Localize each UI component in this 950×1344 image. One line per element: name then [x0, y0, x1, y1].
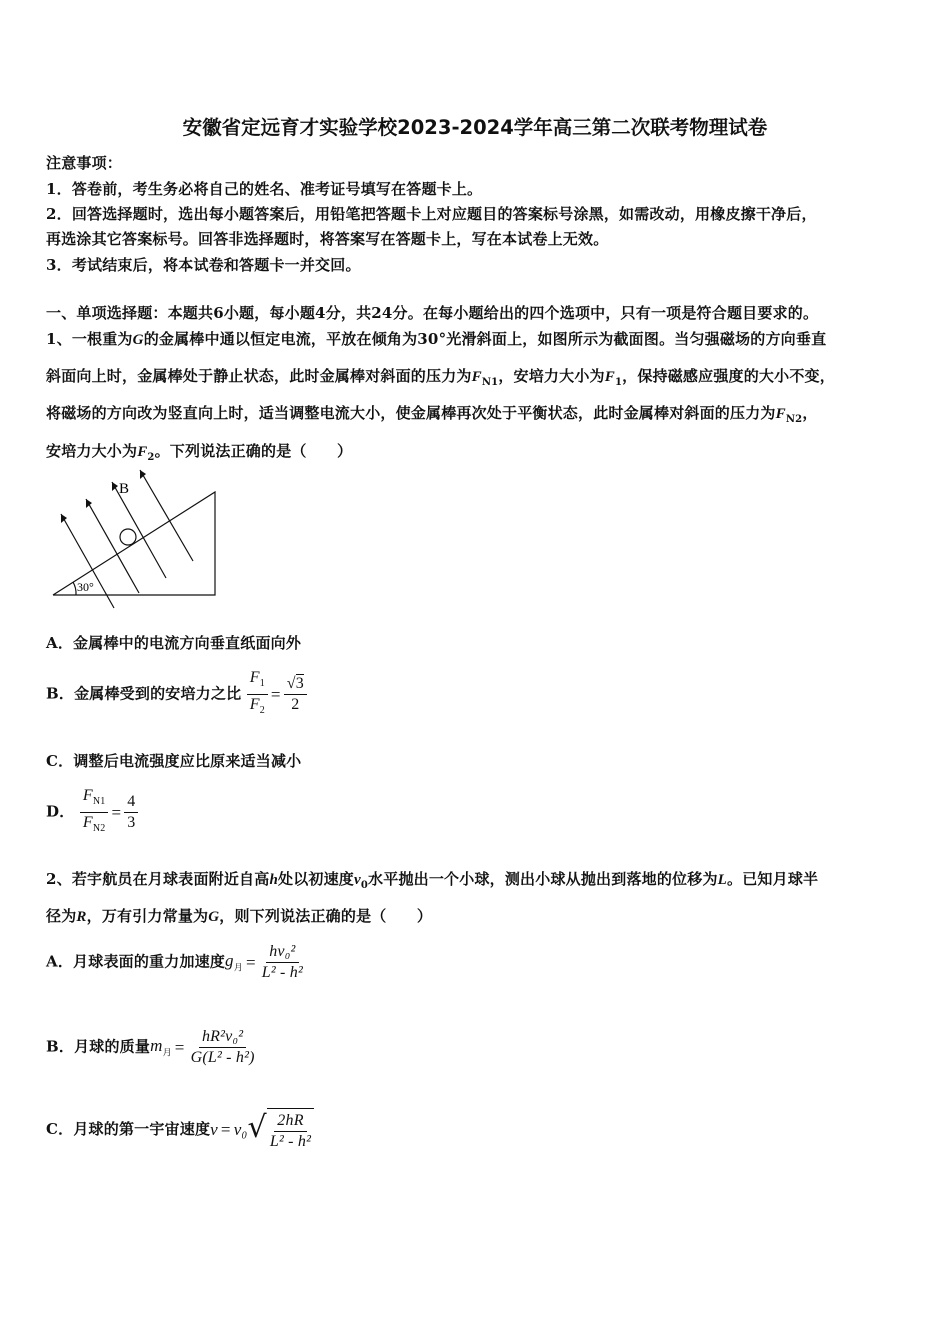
field-arrow-2 [86, 499, 92, 508]
q1-option-b: B．金属棒受到的安培力之比 $\frac{F_1}{F_2}$ = $\frac{√3}{2}$ [46, 668, 307, 721]
q1-d-rhs-fraction: $\frac{4}{3}$ [124, 792, 138, 833]
q2-c-fraction: $\frac{2hR}{\text{L² - h²}}$ [269, 1112, 312, 1150]
angle-label: 30° [77, 580, 94, 594]
field-arrow-1 [61, 514, 67, 523]
q1-line-1: 1、一根重为G的金属棒中通以恒定电流，平放在倾角为30°光滑斜面上，如图所示为截面图。当匀强磁场的方向垂直 [46, 330, 827, 348]
q1-b-rhs-fraction: $\frac{√3}{2}$ [284, 674, 307, 715]
field-line-4 [140, 470, 193, 561]
incline-figure [46, 468, 226, 613]
q2-line-2: 径为R，万有引力常量为G，则下列说法正确的是（ ） [46, 907, 433, 925]
q1-option-a: A．金属棒中的电流方向垂直纸面向外 [46, 634, 302, 652]
q2-option-b: B．月球的质量$m_月$ = $\frac{\text{hR²v₀²}}{\text{G(L² - h²)}}$ [46, 1027, 258, 1068]
section-heading: 一、单项选择题：本题共6小题，每小题4分，共24分。在每小题给出的四个选项中，只有一项是符合题目要求的。 [46, 304, 819, 322]
metal-rod [120, 529, 136, 545]
q1-line-2: 斜面向上时，金属棒处于静止状态，此时金属棒对斜面的压力为$F_{N1}$，安培力大小为$F_1$，保持磁感应强度的大小不变， [46, 367, 835, 388]
q2-a-fraction: $\frac{\text{hv₀²}}{\text{L² - h²}}$ [261, 943, 303, 981]
q2-line-1: 2、若宇航员在月球表面附近自高h处以初速度$v_0$水平抛出一个小球，测出小球从抛出到落地的位移为L。已知月球半 [46, 870, 819, 891]
sqrt-sign: √ [286, 675, 296, 693]
angle-arc [73, 582, 76, 595]
q2-b-fraction: $\frac{\text{hR²v₀²}}{\text{G(L² - h²)}}$ [190, 1028, 255, 1066]
notice-item-2: 2．回答选择题时，选出每小题答案后，用铅笔把答题卡上对应题目的答案标号涂黑，如需改动，用橡皮擦干净后， [46, 205, 817, 223]
q2-option-a: A．月球表面的重力加速度$g_月$ = $\frac{\text{hv₀²}}{\text{L² - h²}}$ [46, 942, 306, 983]
notice-item-3: 3．考试结束后，将本试卷和答题卡一并交回。 [46, 256, 361, 274]
q1-d-lhs-fraction: $\frac{F_{N1}}{F_{N2}}$ [80, 786, 109, 839]
q1-line-3: 将磁场的方向改为竖直向上时，适当调整电流大小，使金属棒再次处于平衡状态，此时金属棒对斜面的压力为$F_{N2}$， [46, 404, 818, 425]
field-arrow-3 [112, 482, 118, 491]
q1-line-4: 安培力大小为$F_2$。下列说法正确的是（ ） [46, 442, 353, 463]
notice-item-2-cont: 再选涂其它答案标号。回答非选择题时，将答案写在答题卡上，写在本试卷上无效。 [46, 230, 609, 248]
q1-b-lhs-fraction: $\frac{F_1}{F_2}$ [247, 668, 268, 721]
q1-option-c: C．调整后电流强度应比原来适当减小 [46, 752, 302, 770]
notice-item-1: 1．答卷前，考生务必将自己的姓名、准考证号填写在答题卡上。 [46, 180, 483, 198]
notice-heading: 注意事项： [46, 154, 123, 172]
q2-option-c: C．月球的第一宇宙速度v = v₀ √ $\frac{2hR}{\text{L² - h²}}$ [46, 1108, 314, 1152]
sqrt-sign: √ [247, 1110, 267, 1145]
field-label: B [119, 481, 130, 497]
q2-c-sqrt [248, 1108, 315, 1152]
q1-option-d: D． $\frac{F_{N1}}{F_{N2}}$ = $\frac{4}{3}$ [46, 786, 138, 839]
page-title: 安徽省定远育才实验学校2023-2024学年高三第二次联考物理试卷 [182, 116, 768, 139]
